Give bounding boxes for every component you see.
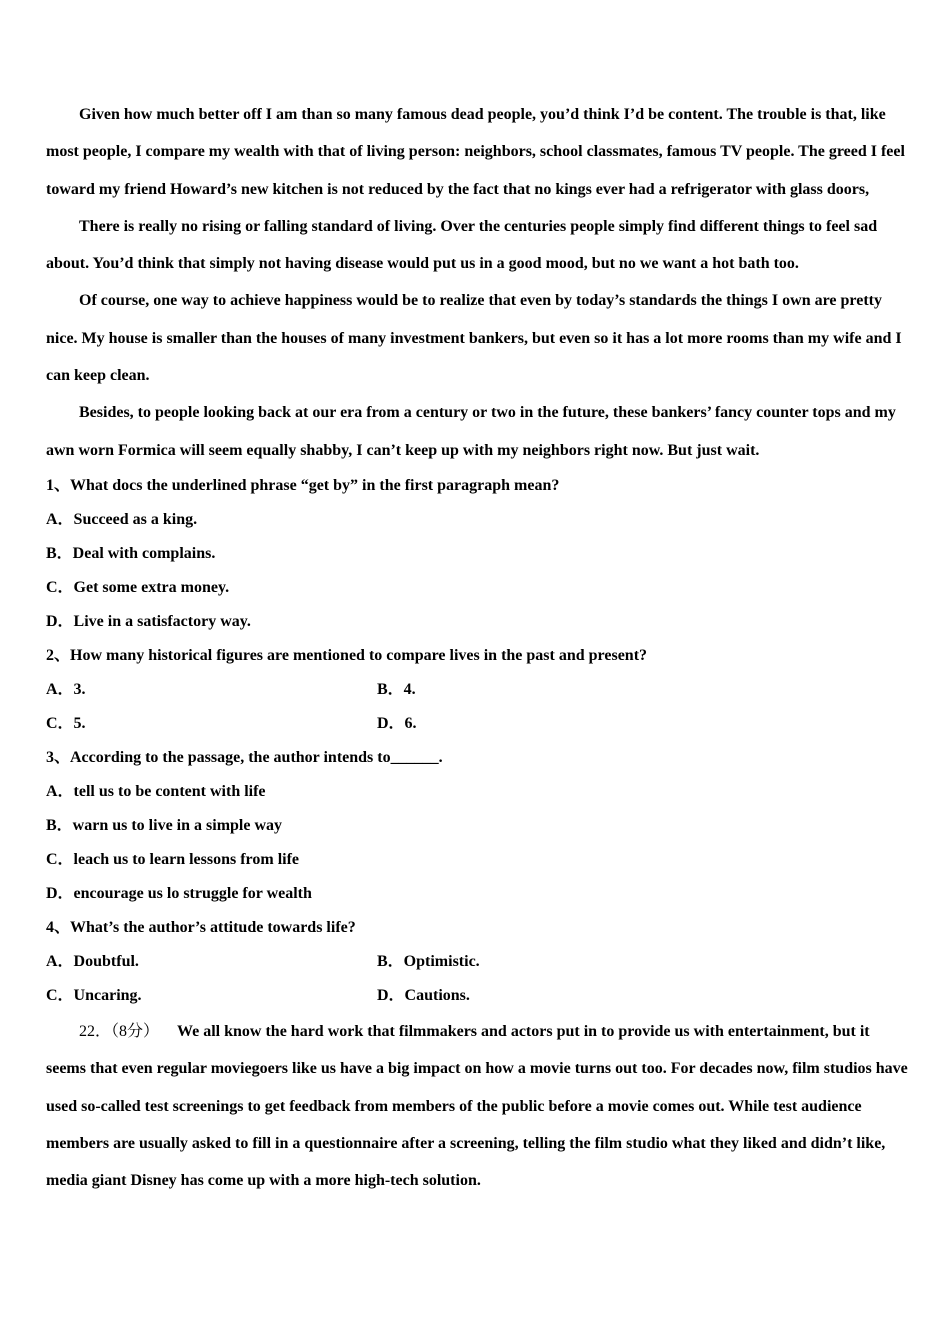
section-22-number: 22．（8分） [79, 1022, 160, 1040]
question-2-options-row-1 [46, 673, 908, 707]
passage-paragraph-1: Given how much better off I am than so many famous dead people, you’d think I’d be content. The trouble is that, like most people, I compare my wealth with that of living person: neighbors, school classmates, famous TV people. The greed I feel toward my friend Howard’s new kitchen is not reduced by the fact that no kings ever had a refrigerator with glass doors, [46, 106, 905, 198]
question-4-option-d: D．Cautions. [377, 986, 470, 1004]
question-3-option-c: C．leach us to learn lessons from life [46, 850, 300, 868]
section-22-paragraph [46, 1013, 908, 1199]
question-4-options-row-1 [46, 945, 908, 979]
question-4-option-a: A．Doubtful. [46, 952, 139, 970]
document-page [46, 96, 908, 1199]
question-4-option-c: C．Uncaring. [46, 986, 142, 1004]
passage-paragraph-3: Of course, one way to achieve happiness would be to realize that even by today’s standards the things I own are pretty nice. My house is smaller than the houses of many investment bankers, but even so it has a lot more rooms than my wife and I can keep clean. [46, 292, 902, 385]
question-2-option-a: A．3. [46, 680, 86, 698]
question-1-option-a: A．Succeed as a king. [46, 510, 198, 528]
question-3-stem: 3、According to the passage, the author intends to______. [46, 748, 443, 766]
question-4-options-row-2 [46, 979, 908, 1013]
question-2-option-b: B．4. [377, 680, 416, 698]
question-2-options-row-2 [46, 707, 908, 741]
question-3-option-b: B．warn us to live in a simple way [46, 816, 283, 834]
question-1-option-c: C．Get some extra money. [46, 578, 230, 596]
question-2-option-d: D．6. [377, 714, 417, 732]
question-1-option-d: D．Live in a satisfactory way. [46, 612, 251, 630]
passage-paragraph-4: Besides, to people looking back at our era from a century or two in the future, these bankers’ fancy counter tops and my awn worn Formica will seem equally shabby, I can’t keep up with my neighbors right now. But just wait. [46, 404, 896, 459]
section-22-text: We all know the hard work that filmmakers and actors put in to provide us with entertainment, but it seems that even regular moviegoers like us have a big impact on how a movie turns out too. For decades now, film studios have used so-called test screenings to get feedback from members of the public before a movie comes out. While test audience members are usually asked to fill in a questionnaire after a screening, telling the film studio what they liked and didn’t like, media giant Disney has come up with a more high-tech solution. [46, 1022, 908, 1190]
question-2-option-c: C．5. [46, 714, 86, 732]
question-3-option-d: D．encourage us lo struggle for wealth [46, 884, 312, 902]
question-4-option-b: B．Optimistic. [377, 952, 480, 970]
question-3-option-a: A．tell us to be content with life [46, 782, 266, 800]
question-1-option-b: B．Deal with complains. [46, 544, 216, 562]
question-4-stem: 4、What’s the author’s attitude towards life? [46, 918, 356, 936]
question-1-stem: 1、What docs the underlined phrase “get by” in the first paragraph mean? [46, 476, 560, 494]
passage-paragraph-2: There is really no rising or falling standard of living. Over the centuries people simply find different things to feel sad about. You’d think that simply not having disease would put us in a good mood, but no we want a hot bath too. [46, 217, 878, 273]
question-2-stem: 2、How many historical figures are mentioned to compare lives in the past and present? [46, 646, 648, 664]
